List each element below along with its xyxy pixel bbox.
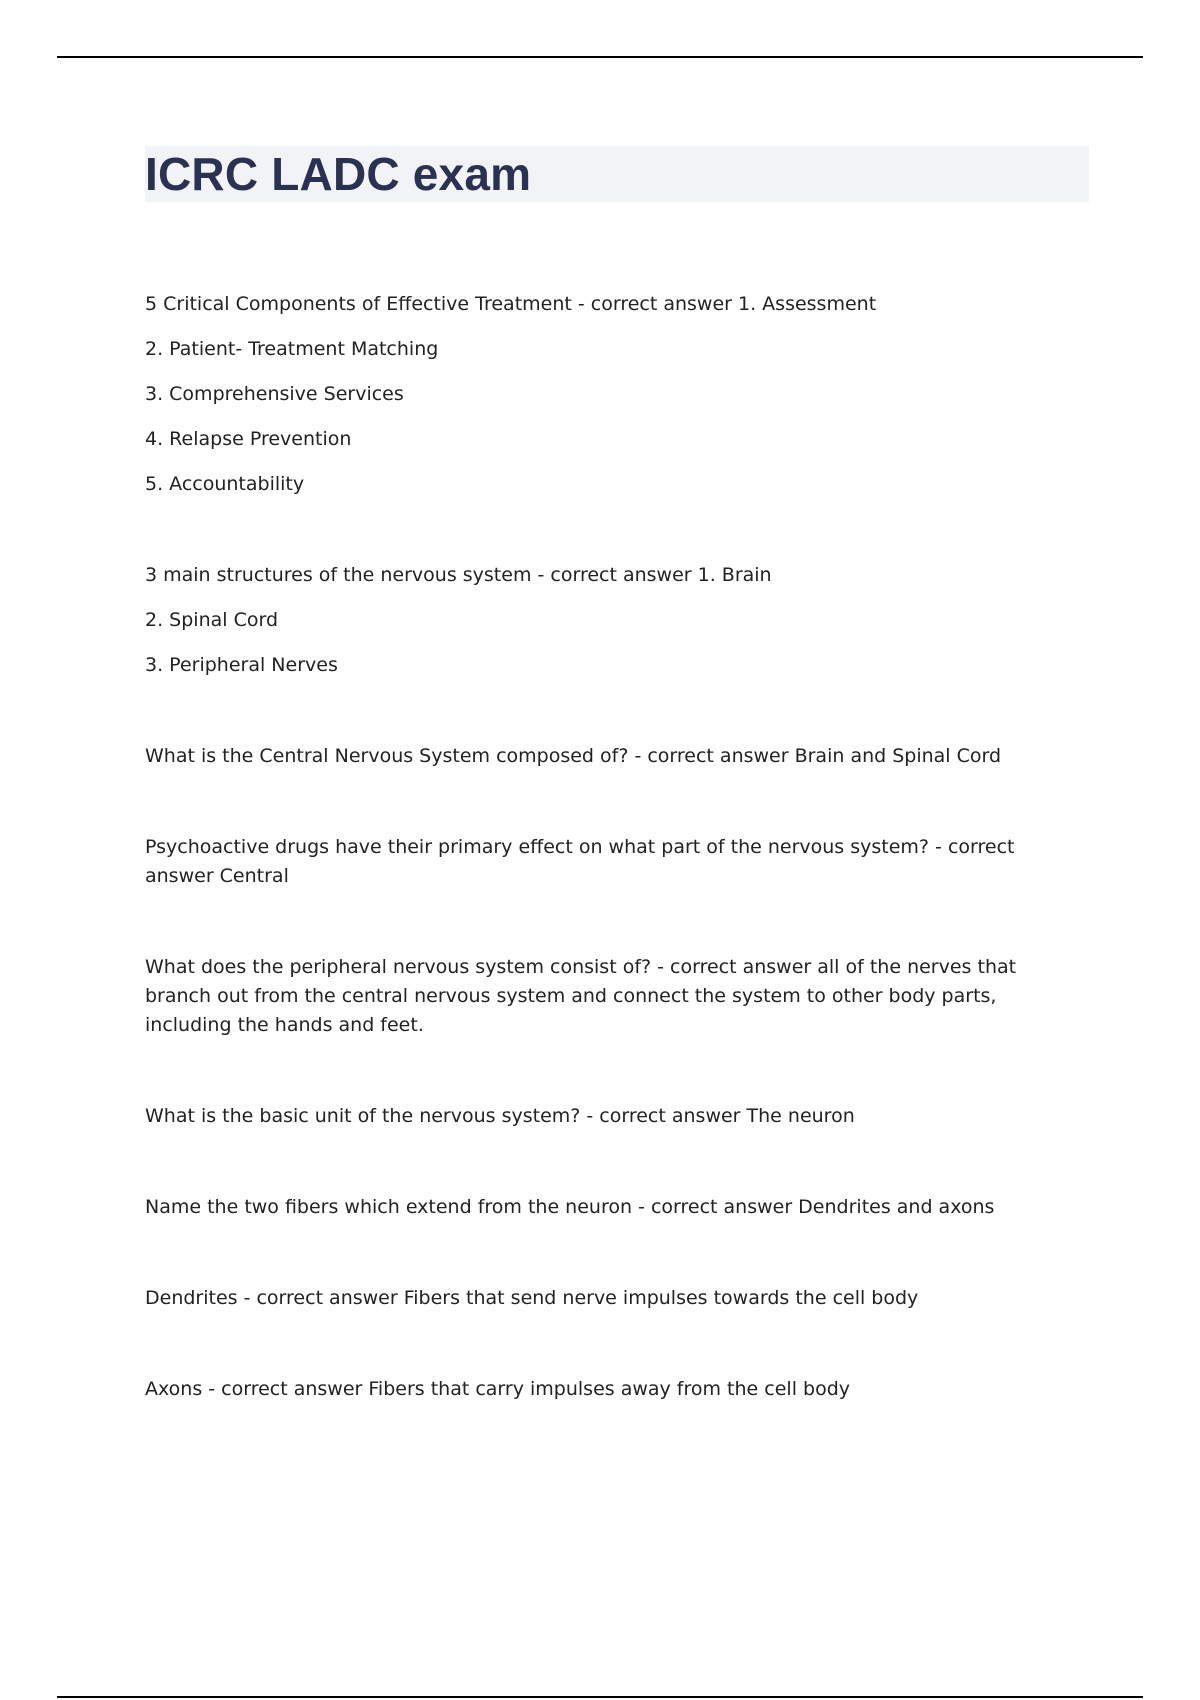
qa-entry <box>145 833 1075 891</box>
question-line: 5 Critical Components of Effective Treatment - correct answer 1. Assessment <box>145 293 877 315</box>
top-rule <box>57 56 1143 58</box>
page-title: ICRC LADC exam <box>145 148 532 200</box>
answer-list-item: 3. Peripheral Nerves <box>145 654 338 676</box>
qa-entry <box>145 1284 1075 1313</box>
qa-entry <box>145 561 1075 680</box>
answer-list-item: 2. Patient- Treatment Matching <box>145 338 439 360</box>
answer-list-item: 4. Relapse Prevention <box>145 428 352 450</box>
question-line: What does the peripheral nervous system consist of? - correct answer all of the nerves that branch out from the central nervous system and connect the system to other body parts, including the hands and feet. <box>145 956 1017 1036</box>
question-line: 3 main structures of the nervous system - correct answer 1. Brain <box>145 564 772 586</box>
question-line: Psychoactive drugs have their primary effect on what part of the nervous system? - correct answer Central <box>145 836 1015 887</box>
question-line: Axons - correct answer Fibers that carry impulses away from the cell body <box>145 1378 851 1400</box>
bottom-rule <box>57 1696 1143 1698</box>
qa-entry <box>145 1193 1075 1222</box>
question-line: Dendrites - correct answer Fibers that send nerve impulses towards the cell body <box>145 1287 919 1309</box>
qa-entry <box>145 1102 1075 1131</box>
answer-list-item: 2. Spinal Cord <box>145 609 278 631</box>
qa-entry <box>145 742 1075 771</box>
qa-entry <box>145 290 1075 499</box>
qa-entry <box>145 1375 1075 1404</box>
question-line: Name the two fibers which extend from the neuron - correct answer Dendrites and axons <box>145 1196 995 1218</box>
answer-list-item: 5. Accountability <box>145 473 305 495</box>
answer-list-item: 3. Comprehensive Services <box>145 383 404 405</box>
qa-entry <box>145 953 1075 1040</box>
document-body <box>145 290 1075 1404</box>
question-line: What is the basic unit of the nervous system? - correct answer The neuron <box>145 1105 855 1127</box>
question-line: What is the Central Nervous System composed of? - correct answer Brain and Spinal Cord <box>145 745 1002 767</box>
